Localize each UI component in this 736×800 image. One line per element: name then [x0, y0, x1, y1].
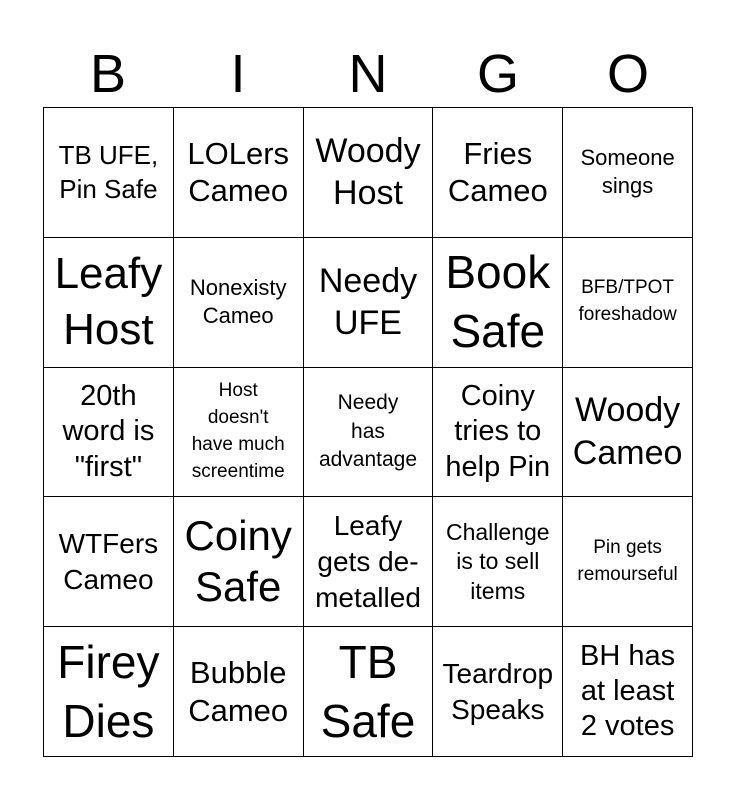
bingo-cell-r5-c2[interactable] — [174, 627, 304, 757]
cell-label: Nonexisty Cameo — [189, 274, 287, 329]
cell-label: Book Safe — [445, 246, 551, 358]
header-letter-i: I — [230, 44, 246, 104]
bingo-cell-r1-c2[interactable] — [174, 108, 304, 238]
bingo-cell-r5-c1[interactable] — [44, 627, 174, 757]
header-letter-n: N — [348, 44, 388, 104]
cell-label: 20th word is "first" — [62, 379, 155, 483]
bingo-cell-r5-c3[interactable] — [304, 627, 434, 757]
cell-label: BFB/TPOT foreshadow — [578, 277, 677, 326]
bingo-cell-r4-c5[interactable] — [563, 497, 693, 627]
bingo-cell-r3-c2[interactable] — [174, 368, 304, 498]
cell-label: Needy UFE — [318, 261, 418, 343]
cell-label: Woody Host — [315, 131, 421, 213]
bingo-cell-r2-c3[interactable] — [304, 238, 434, 368]
cell-label: Leafy gets de- metalled — [315, 510, 421, 613]
bingo-cell-r2-c5[interactable] — [563, 238, 693, 368]
header-letter-o: O — [606, 44, 649, 104]
bingo-cell-r5-c5[interactable] — [563, 627, 693, 757]
bingo-board — [43, 107, 693, 757]
header-letter-g: G — [476, 44, 519, 104]
header-letter-b: B — [89, 44, 127, 104]
cell-label: Someone sings — [580, 144, 675, 199]
cell-label: Host doesn't have much screentime — [191, 380, 285, 482]
cell-label: Fries Cameo — [447, 135, 548, 209]
cell-label: LOLers Cameo — [187, 135, 290, 209]
cell-label: Needy has advantage — [318, 391, 418, 472]
bingo-cell-r3-c5[interactable] — [563, 368, 693, 498]
cell-label: Leafy Host — [54, 248, 163, 355]
cell-label: TB UFE, Pin Safe — [58, 140, 159, 205]
bingo-cell-r4-c4[interactable] — [433, 497, 563, 627]
bingo-cell-r2-c4[interactable] — [433, 238, 563, 368]
cell-label: Challenge is to sell items — [445, 518, 550, 604]
bingo-cell-r2-c1[interactable] — [44, 238, 174, 368]
bingo-header — [43, 40, 693, 108]
cell-label: Woody Cameo — [572, 391, 683, 472]
cell-label: Teardrop Speaks — [442, 657, 554, 725]
bingo-cell-r4-c3[interactable] — [304, 497, 434, 627]
cell-label: WTFers Cameo — [58, 527, 159, 595]
cell-label: TB Safe — [320, 635, 416, 747]
bingo-cell-r2-c2[interactable] — [174, 238, 304, 368]
bingo-cell-r4-c2[interactable] — [174, 497, 304, 627]
bingo-cell-r1-c3[interactable] — [304, 108, 434, 238]
cell-label: Coiny Safe — [184, 512, 292, 610]
bingo-cell-r3-c4[interactable] — [433, 368, 563, 498]
bingo-cell-r1-c4[interactable] — [433, 108, 563, 238]
cell-label: Firey Dies — [57, 635, 160, 747]
cell-label: BH has at least 2 votes — [580, 639, 676, 743]
cell-label: Coiny tries to help Pin — [445, 379, 551, 483]
bingo-cell-r5-c4[interactable] — [433, 627, 563, 757]
bingo-cell-r1-c5[interactable] — [563, 108, 693, 238]
bingo-cell-r1-c1[interactable] — [44, 108, 174, 238]
cell-label: Pin gets remourseful — [577, 536, 678, 585]
bingo-cell-r3-c3[interactable] — [304, 368, 434, 498]
bingo-cell-r3-c1[interactable] — [44, 368, 174, 498]
bingo-cell-r4-c1[interactable] — [44, 497, 174, 627]
cell-label: Bubble Cameo — [188, 654, 289, 728]
